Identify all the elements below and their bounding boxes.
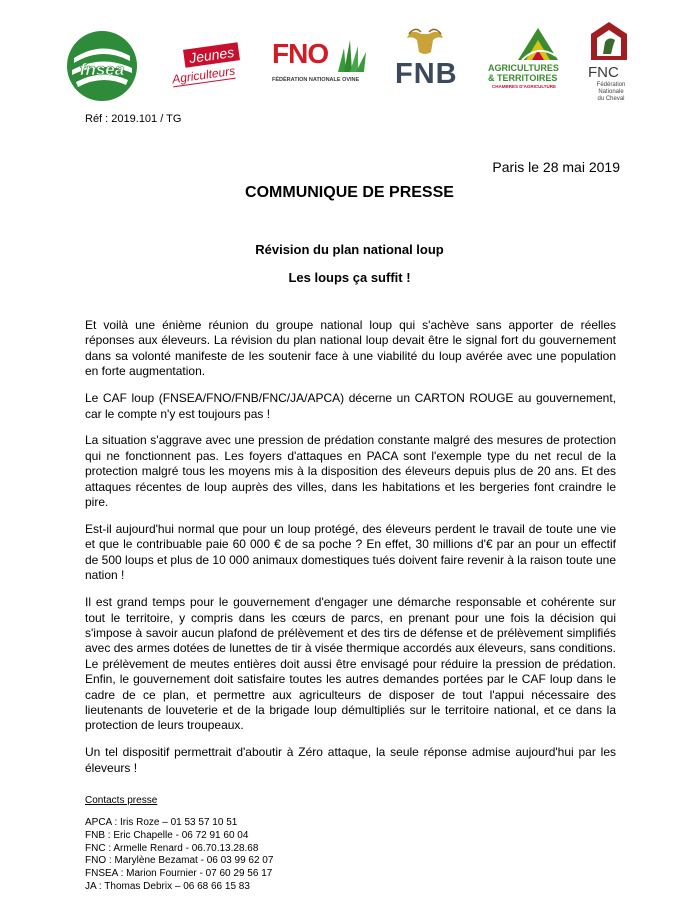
- press-contacts-title: Contacts presse: [85, 795, 158, 806]
- fnc-logo: [586, 22, 632, 110]
- contact-line: FNO : Marylène Bezamat - 06 03 99 62 07: [85, 855, 274, 867]
- document-tagline: Les loups ça suffit !: [288, 270, 411, 285]
- contact-line: FNB : Eric Chapelle - 06 72 91 60 04: [85, 829, 249, 841]
- fnsea-logo: [66, 30, 138, 102]
- contact-line: APCA : Iris Roze – 01 53 57 10 51: [85, 817, 238, 828]
- fnb-logo-word: FNB: [395, 58, 458, 90]
- fno-logo: [272, 36, 372, 94]
- grass-icon: [336, 38, 370, 72]
- agricultures-territoires-logo: [488, 26, 584, 100]
- contact-line: FNSEA : Marion Fournier - 07 60 29 56 17: [85, 868, 273, 880]
- at-logo-line1: AGRICULTURES: [488, 63, 559, 73]
- reference-number: Réf : 2019.101 / TG: [85, 113, 182, 125]
- at-logo-line3: CHAMBRES D'AGRICULTURE: [492, 84, 556, 89]
- bull-head-icon: [405, 26, 445, 56]
- fno-logo-subtitle: FÉDÉRATION NATIONALE OVINE: [272, 77, 360, 83]
- document-heading: COMMUNIQUE DE PRESSE: [245, 184, 454, 201]
- body-paragraph: Et voilà une énième réunion du groupe national loup qui s'achève sans apporter de réelles réponses aux éleveurs. La révision du plan national loup devait être le signal fort du gouvernement dans sa volonté manifeste de les soutenir face à une viabilité du loup avérée avec une population en forte augmentation.: [85, 318, 616, 379]
- press-release-body: [85, 318, 616, 788]
- body-paragraph: Le CAF loup (FNSEA/FNO/FNB/FNC/JA/APCA) décerne un CARTON ROUGE au gouvernement, car le compte n'y est toujours pas !: [85, 391, 616, 421]
- press-release-date: Paris le 28 mai 2019: [492, 159, 620, 175]
- fnb-logo: [393, 26, 457, 100]
- body-paragraph: Un tel dispositif permettrait d'aboutir à Zéro attaque, la seule réponse admise aujourd'hui par les éleveurs !: [85, 745, 616, 775]
- body-paragraph: Est-il aujourd'hui normal que pour un loup protégé, des éleveurs perdent le travail de toute une vie et que le contribuable paie 60 000 € de sa poche ? En effet, 30 millions d'€ par an pour un effectif de 500 loups et plus de 10 000 animaux domestiques tués doivent faire revenir à la raison toute une nation !: [85, 521, 617, 583]
- fnc-logo-word: FNC: [588, 64, 619, 81]
- fnsea-emblem-icon: [66, 30, 138, 102]
- fnc-sub-line: du Cheval: [597, 96, 625, 102]
- ja-logo-line2: Agriculteurs: [171, 63, 236, 87]
- fno-logo-word: FNO: [272, 38, 329, 69]
- document-subtitle: Révision du plan national loup: [255, 242, 444, 257]
- fnc-sub-line: Nationale: [598, 89, 624, 95]
- body-paragraph: Il est grand temps pour le gouvernement d'engager une démarche responsable et cohérente sur tout le territoire, y compris dans les cœurs de parcs, en prenant pour une fois la décision qui s'impose à savoir aucun plafond de prélèvement et des tirs de défense et de prélèvement simplifiés avec des armes dotées de lunettes de tir à visée thermique accordés aux éleveurs, sans conditions. Le prélèvement de meutes entières doit aussi être envisagé pour réduire la pression de prédation. Enfin, le gouvernement doit satisfaire toutes les autres demandes portées par le CAF loup dans le cadre de ce plan, et permettre aux agriculteurs de disposer de tout l'appui nécessaire des lieutenants de louveterie et de la brigade loup démultipliés sur le territoire national, et ce dans la protection de leurs troupeaux.: [85, 595, 616, 733]
- body-paragraph: La situation s'aggrave avec une pression de prédation constante malgré des mesures de protection qui ne fonctionnent pas. Les foyers d'attaques en PACA sont l'exemple type du net recul de la protection malgré tous les moyens mis à la disposition des éleveurs depuis plus de 20 ans. Et des attaques récentes de loup auprès des villes, dans les habitations et les bergeries font craindre le pire.: [85, 433, 616, 510]
- horse-shield-icon: [591, 22, 627, 60]
- fnsea-logo-text: fnsea: [79, 60, 125, 79]
- fnc-sub-line: Fédération: [596, 82, 626, 88]
- contact-line: JA : Thomas Debrix – 06 68 66 15 83: [85, 880, 250, 892]
- chambres-agriculture-emblem-icon: [516, 26, 560, 62]
- press-contacts: [85, 795, 485, 894]
- contact-line: FNC : Armelle Renard - 06.70.13.28.68: [85, 842, 259, 854]
- fnc-logo-subtitle: [592, 82, 630, 103]
- ja-logo-line1: Jeunes: [183, 42, 240, 68]
- at-logo-line2: & TERRITOIRES: [488, 73, 558, 83]
- jeunes-agriculteurs-logo: [166, 36, 246, 94]
- partner-logos: [0, 22, 699, 110]
